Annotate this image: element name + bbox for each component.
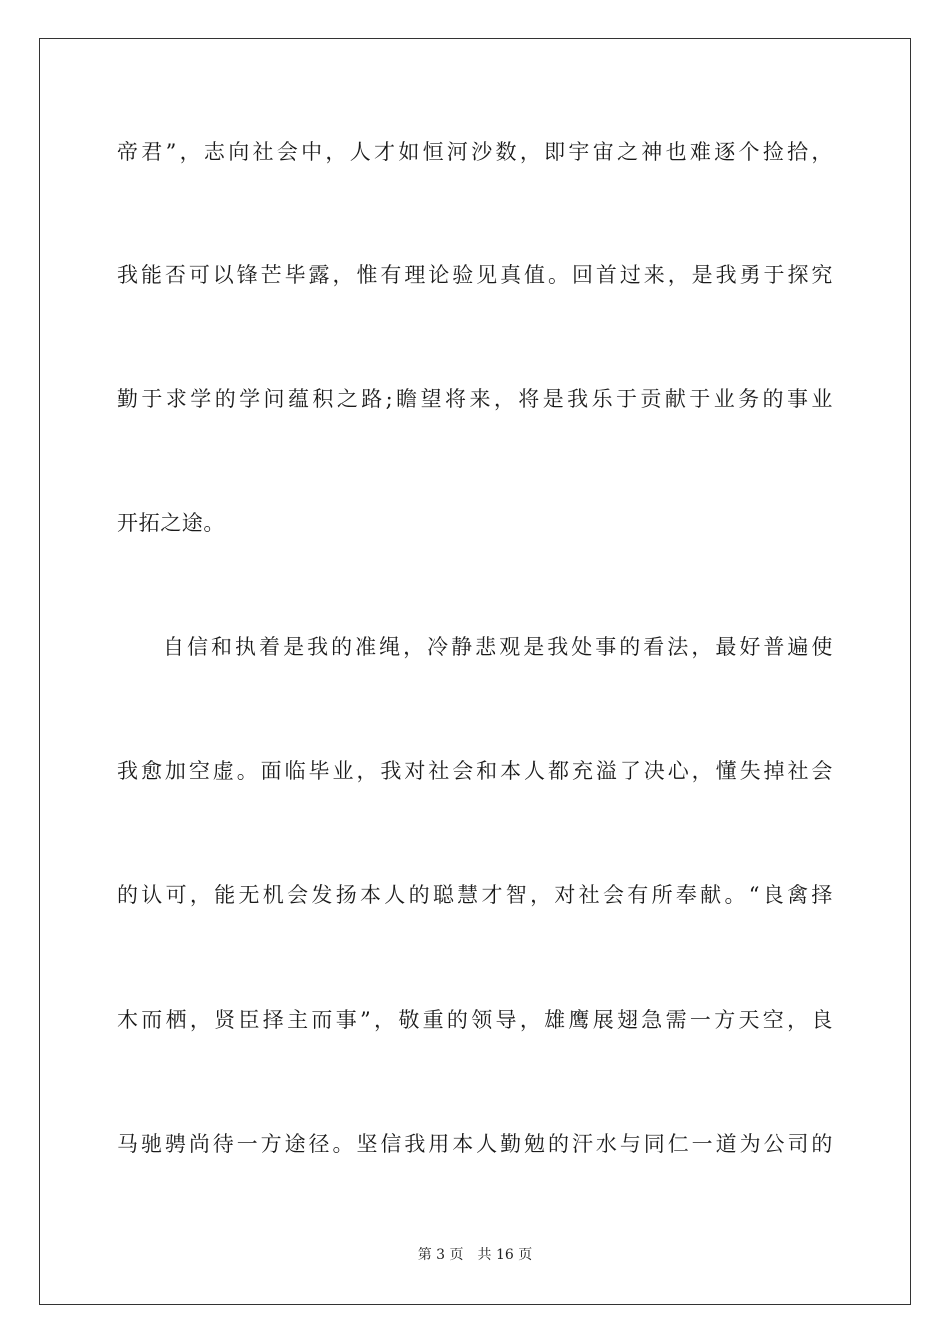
text-line: 我能否可以锋芒毕露，惟有理论验见真值。回首过来，是我勇于探究 — [117, 263, 833, 287]
page-number: 第 3 页 — [417, 1247, 464, 1263]
text-line: 开拓之途。 — [117, 511, 225, 535]
text-line: 勤于求学的学问蕴积之路;瞻望将来，将是我乐于贡献于业务的事业 — [117, 387, 833, 411]
text-line: 马驰骋尚待一方途径。坚信我用本人勤勉的汗水与同仁一道为公司的 — [117, 1132, 833, 1156]
page-footer — [0, 1245, 950, 1265]
text-line: 帝君”，志向社会中，人才如恒河沙数，即宇宙之神也难逐个捡拾， — [117, 140, 833, 164]
text-line: 我愈加空虚。面临毕业，我对社会和本人都充溢了决心，懂失掉社会 — [117, 759, 833, 783]
page-total: 共 16 页 — [477, 1247, 533, 1263]
text-line: 的认可，能无机会发扬本人的聪慧才智，对社会有所奉献。“良禽择 — [117, 883, 833, 907]
text-line: 木而栖，贤臣择主而事”，敬重的领导，雄鹰展翅急需一方天空，良 — [117, 1008, 833, 1032]
page-frame — [39, 38, 911, 1305]
text-line: 自信和执着是我的准绳，冷静悲观是我处事的看法，最好普遍使 — [163, 635, 833, 659]
